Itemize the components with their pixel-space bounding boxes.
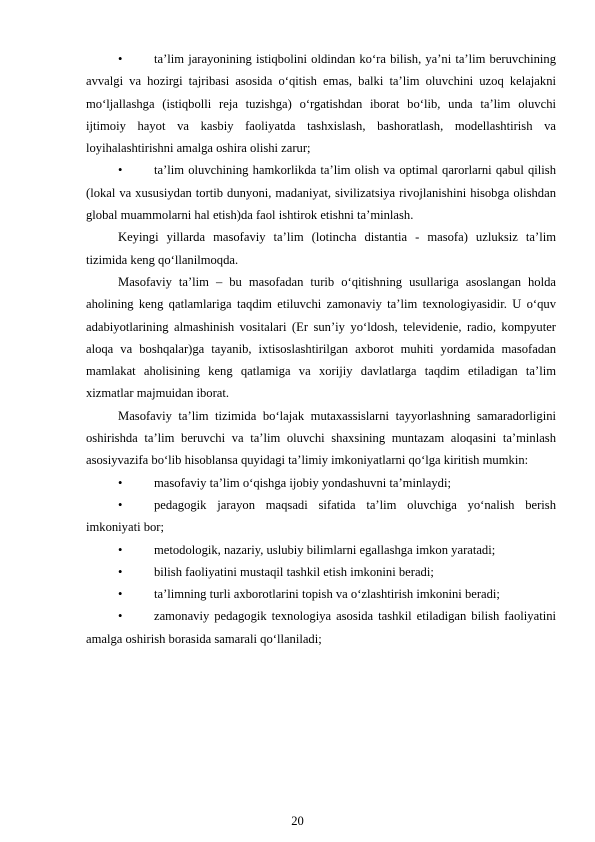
bullet-item xyxy=(86,48,556,159)
bullet-item xyxy=(86,494,556,539)
bullet-text: ta’limning turli axborotlarini topish va o‘zlashtirish imkonini beradi; xyxy=(154,587,500,602)
bullet-text: metodologik, nazariy, uslubiy bilimlarni egallashga imkon yaratadi; xyxy=(154,542,496,557)
bullet-item xyxy=(86,472,556,494)
bullet-item xyxy=(86,605,556,650)
bullet-item xyxy=(86,539,556,561)
bullet-text: pedagogik jarayon maqsadi sifatida ta’lim oluvchiga yo‘nalish berish imkoniyati bor; xyxy=(86,497,556,535)
bullet-mark: • xyxy=(118,609,123,624)
bullet-mark: • xyxy=(118,564,123,579)
bullet-text: ta’lim jarayonining istiqbolini oldindan ko‘ra bilish, ya’ni ta’lim beruvchining avvalgi va hozirgi tajribasi asosida o‘qitish emas, balki ta’lim oluvchini uzoq kelajakni mo‘ljallashga (istiqbolli reja tuzishga) o‘rgatishdan iborat bo‘lib, unda ta’lim oluvchi ijtimoiy hayot va kasbiy faoliyatda tashxislash, bashoratlash, modellashtirish va loyihalashtirishni amalga oshira olishi zarur; xyxy=(86,52,556,156)
paragraph: Keyingi yillarda masofaviy ta’lim (lotincha distantia - masofa) uzluksiz ta’lim tizimida keng qo‘llanilmoqda. xyxy=(86,230,556,267)
bullet-item xyxy=(86,561,556,583)
bullet-item xyxy=(86,583,556,605)
bullet-mark: • xyxy=(118,542,123,557)
bullet-text: ta’lim oluvchining hamkorlikda ta’lim olish va optimal qarorlarni qabul qilish (lokal va xususiydan tortib dunyoni, madaniyat, sivilizatsiya rivojlanishini hisobga olishdan global muammolarni hal etish)da faol ishtirok etishni ta’minlash. xyxy=(86,163,556,223)
page-number: 20 xyxy=(291,814,304,828)
bullet-mark: • xyxy=(118,587,123,602)
bullet-item xyxy=(86,159,556,226)
bullet-text: masofaviy ta’lim o‘qishga ijobiy yondashuvni ta’minlaydi; xyxy=(154,475,451,490)
bullet-text: zamonaviy pedagogik texnologiya asosida tashkil etiladigan bilish faoliyatini amalga oshirish borasida samarali qo‘llaniladi; xyxy=(86,609,556,646)
paragraph: Masofaviy ta’lim tizimida bo‘lajak mutaxassislarni tayyorlashning samaradorligini oshirishda ta’lim beruvchi va ta’lim oluvchi shaxsining muntazam aloqasini ta’minlash asosiyvazifa bo‘lib hisoblansa quyidagi ta’limiy imkoniyatlarni qo‘lga kiritish mumkin: xyxy=(86,408,556,468)
bullet-mark: • xyxy=(118,163,123,178)
paragraph: Masofaviy ta’lim – bu masofadan turib o‘qitishning usullariga asoslangan holda aholining keng qatlamlariga taqdim etiluvchi zamonaviy ta’lim texnologiyasidir. U o‘quv adabiyotlarining almashinish vositalari (Er sun’iy yo‘ldosh, televidenie, radio, kompyuter aloqa va boshqalar)ga tayanib, ixtisoslashtirilgan axborot muhiti yordamida masofadan mamlakat aholisining keng qatlamiga va xorijiy davlatlarga taqdim etiladigan ta’lim xizmatlar majmuidan iborat. xyxy=(86,274,556,401)
bullet-mark: • xyxy=(118,475,123,490)
bullet-mark: • xyxy=(118,497,123,512)
document-body xyxy=(86,48,556,650)
bullet-text: bilish faoliyatini mustaqil tashkil etish imkonini beradi; xyxy=(154,564,434,579)
bullet-mark: • xyxy=(118,52,123,66)
